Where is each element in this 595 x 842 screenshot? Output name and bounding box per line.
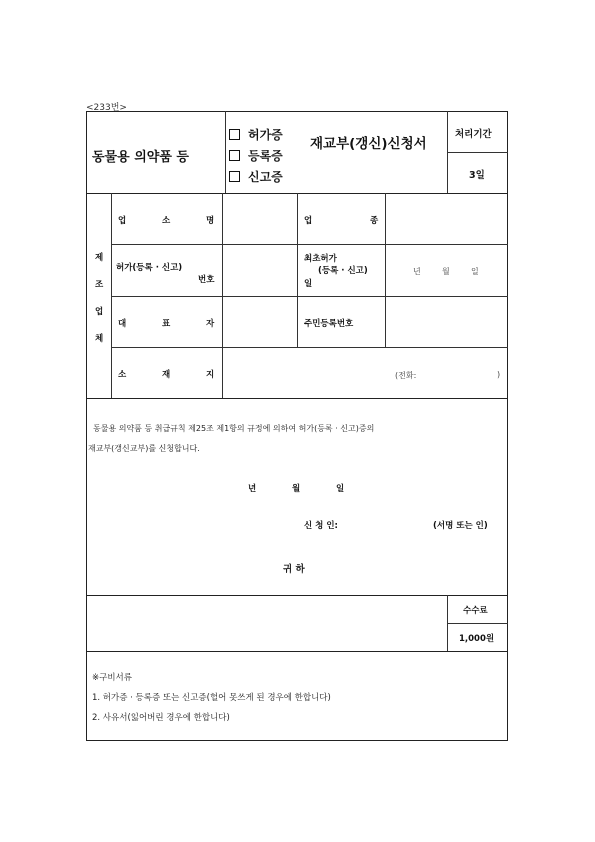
first-permit-date-field[interactable] (386, 245, 507, 295)
resident-number-field[interactable] (386, 297, 507, 346)
representative-label-char: 자 (206, 319, 215, 329)
permit-number-label: 번호 (198, 275, 215, 285)
resident-number-label: 주민등록번호 (304, 319, 354, 329)
checkbox-icon[interactable] (229, 171, 240, 182)
location-label-char: 소 (118, 370, 127, 380)
location-label-char: 지 (206, 370, 215, 380)
location-label-char: 재 (162, 370, 171, 380)
representative-label-char: 대 (118, 319, 127, 329)
statement-line: 재교부(갱신교부)를 신청합니다. (88, 444, 200, 453)
notes-item: 1. 허가증 · 등록증 또는 신고증(헐어 못쓰게 된 경우에 한합니다) (92, 693, 331, 703)
title-suffix: 재교부(갱신)신청서 (310, 136, 427, 152)
section-label-char: 업 (95, 307, 104, 317)
option-permit[interactable] (229, 126, 283, 143)
divider (447, 152, 508, 153)
first-permit-date-label: 최초허가 (304, 254, 337, 264)
checkbox-icon[interactable] (229, 129, 240, 140)
recipient: 귀 하 (283, 564, 305, 575)
application-day: 일 (336, 484, 345, 494)
first-permit-date-label: 일 (304, 279, 313, 289)
business-type-field[interactable] (386, 194, 507, 244)
option-report[interactable] (229, 168, 283, 185)
form-number: <233번> (86, 103, 127, 113)
permit-number-label: 허가(등록 · 신고) (116, 263, 183, 273)
divider (86, 595, 508, 596)
representative-label-char: 표 (162, 319, 171, 329)
section-label-char: 체 (95, 334, 104, 344)
date-year: 년 (413, 267, 421, 276)
divider (297, 193, 298, 347)
application-year: 년 (248, 484, 257, 494)
date-month: 월 (442, 267, 450, 276)
notes-heading: ※구비서류 (92, 673, 132, 683)
divider (447, 623, 508, 624)
fee-value: 1,000원 (459, 634, 495, 644)
permit-number-field[interactable] (223, 245, 296, 295)
processing-period-label: 처리기간 (455, 129, 492, 140)
divider (86, 398, 508, 399)
option-registration[interactable] (229, 147, 283, 164)
divider (86, 651, 508, 652)
option-label: 등록증 (248, 149, 283, 163)
signature-hint: (서명 또는 인) (433, 521, 488, 531)
date-day: 일 (471, 267, 479, 276)
section-label-char: 제 (95, 253, 104, 263)
processing-period-value: 3일 (469, 170, 485, 181)
option-label: 허가증 (248, 128, 283, 142)
applicant-label: 신 청 인: (304, 521, 338, 531)
first-permit-date-label: (등록 · 신고) (318, 266, 368, 276)
representative-field[interactable] (223, 297, 296, 346)
application-month: 월 (292, 484, 301, 494)
fee-label: 수수료 (463, 606, 488, 616)
business-name-field[interactable] (223, 194, 296, 244)
business-name-label-char: 명 (206, 216, 215, 226)
option-label: 신고증 (248, 170, 283, 184)
section-label-char: 조 (95, 280, 104, 290)
location-field[interactable] (223, 348, 507, 397)
phone-label: (전화: (395, 371, 417, 380)
notes-item: 2. 사유서(잃어버린 경우에 한합니다) (92, 713, 230, 723)
checkbox-icon[interactable] (229, 150, 240, 161)
applicant-name-field[interactable] (350, 515, 430, 531)
statement-line: 동물용 의약품 등 취급규칙 제25조 제1항의 규정에 의하여 허가(등록 · 신고)증의 (93, 424, 375, 433)
title-prefix: 동물용 의약품 등 (92, 150, 189, 165)
business-name-label-char: 업 (118, 216, 127, 226)
business-type-label-char: 종 (370, 216, 379, 226)
business-type-label-char: 업 (304, 216, 313, 226)
phone-close: ) (497, 370, 501, 379)
business-name-label-char: 소 (162, 216, 171, 226)
divider (225, 111, 226, 193)
